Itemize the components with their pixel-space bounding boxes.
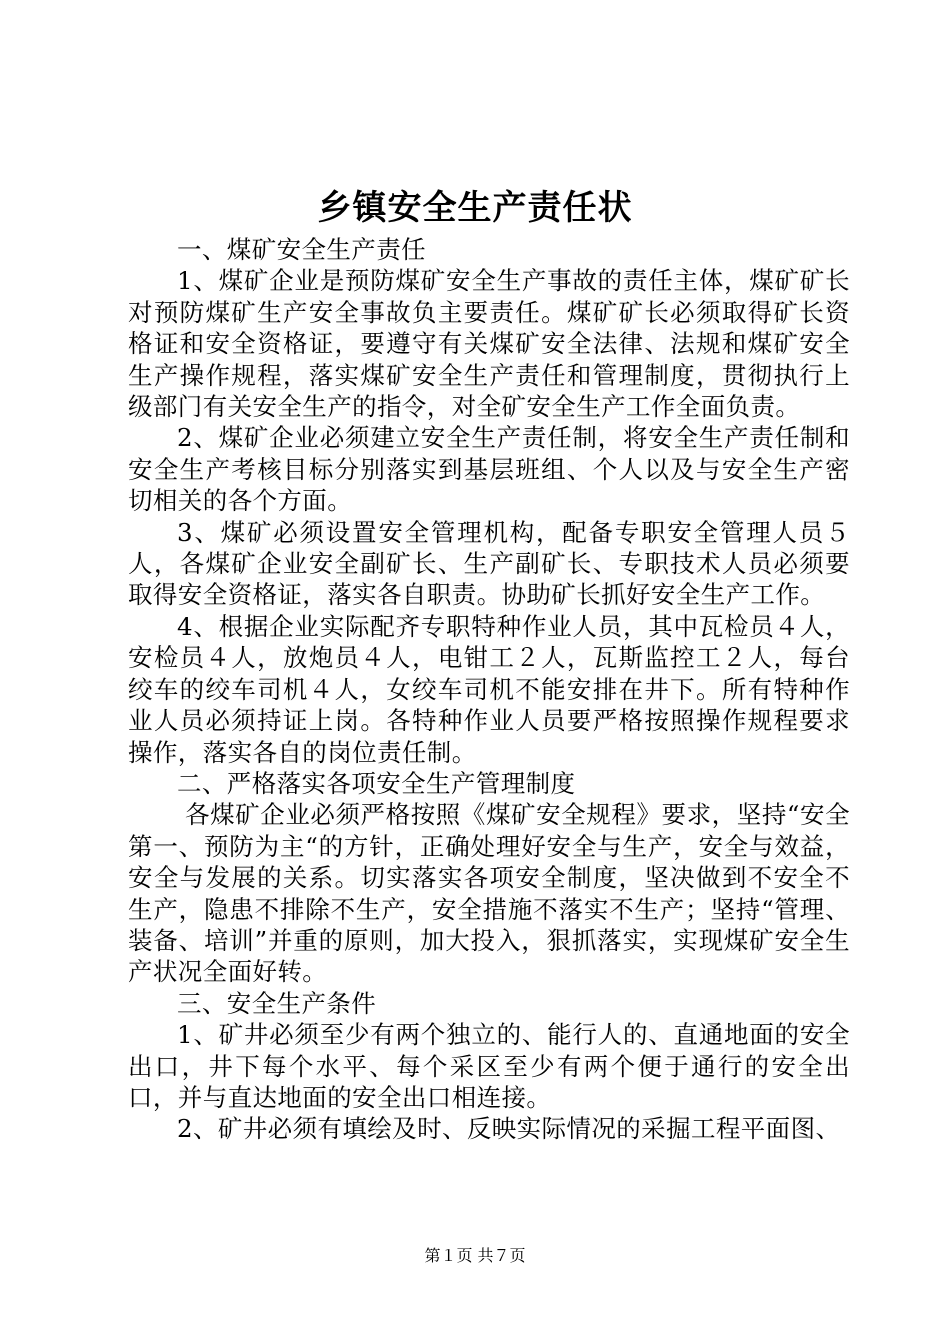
paragraph: 3、煤矿必须设置安全管理机构，配备专职安全管理人员５人，各煤矿企业安全副矿长、生产副矿长、专职技术人员必须要取得安全资格证，落实各自职责。协助矿长抓好安全生产工作。 <box>128 517 850 610</box>
paragraph: 4、根据企业实际配齐专职特种作业人员，其中瓦检员４人，安检员４人，放炮员４人，电钳工２人，瓦斯监控工２人，每台绞车的绞车司机４人，女绞车司机不能安排在井下。所有特种作业人员必须持证上岗。各特种作业人员要严格按照操作规程要求操作，落实各自的岗位责任制。 <box>128 611 850 767</box>
document-title: 乡镇安全生产责任状 <box>317 188 633 228</box>
document-body <box>128 234 850 1145</box>
section-heading-2: 二、严格落实各项安全生产管理制度 <box>177 768 576 798</box>
section-heading-1: 一、煤矿安全生产责任 <box>177 235 426 264</box>
page-footer: 第１页 共７页 <box>424 1246 526 1265</box>
paragraph: 2、矿井必须有填绘及时、反映实际情况的采掘工程平面图、 <box>177 1114 841 1144</box>
paragraph: 1、矿井必须至少有两个独立的、能行人的、直通地面的安全出口，井下每个水平、每个采区至少有两个便于通行的安全出口，并与直达地面的安全出口相连接。 <box>128 1020 850 1112</box>
paragraph: 各煤矿企业必须严格按照《煤矿安全规程》要求，坚持“安全第一、预防为主“的方针，正确处理好安全与生产，安全与效益，安全与发展的关系。切实落实各项安全制度，坚决做到不安全不生产，隐患不排除不生产，安全措施不落实不生产；坚持“管理、装备、培训”并重的原则，加大投入，狠抓落实，实现煤矿安全生产状况全面好转。 <box>128 800 850 987</box>
section-heading-3: 三、安全生产条件 <box>177 988 377 1018</box>
paragraph: 2、煤矿企业必须建立安全生产责任制，将安全生产责任制和安全生产考核目标分别落实到基层班组、个人以及与安全生产密切相关的各个方面。 <box>128 423 850 516</box>
paragraph: 1、煤矿企业是预防煤矿安全生产事故的责任主体，煤矿矿长对预防煤矿生产安全事故负主要责任。煤矿矿长必须取得矿长资格证和安全资格证，要遵守有关煤矿安全法律、法规和煤矿安全生产操作规程，落实煤矿安全生产责任和管理制度，贯彻执行上级部门有关安全生产的指令，对全矿安全生产工作全面负责。 <box>128 266 850 422</box>
